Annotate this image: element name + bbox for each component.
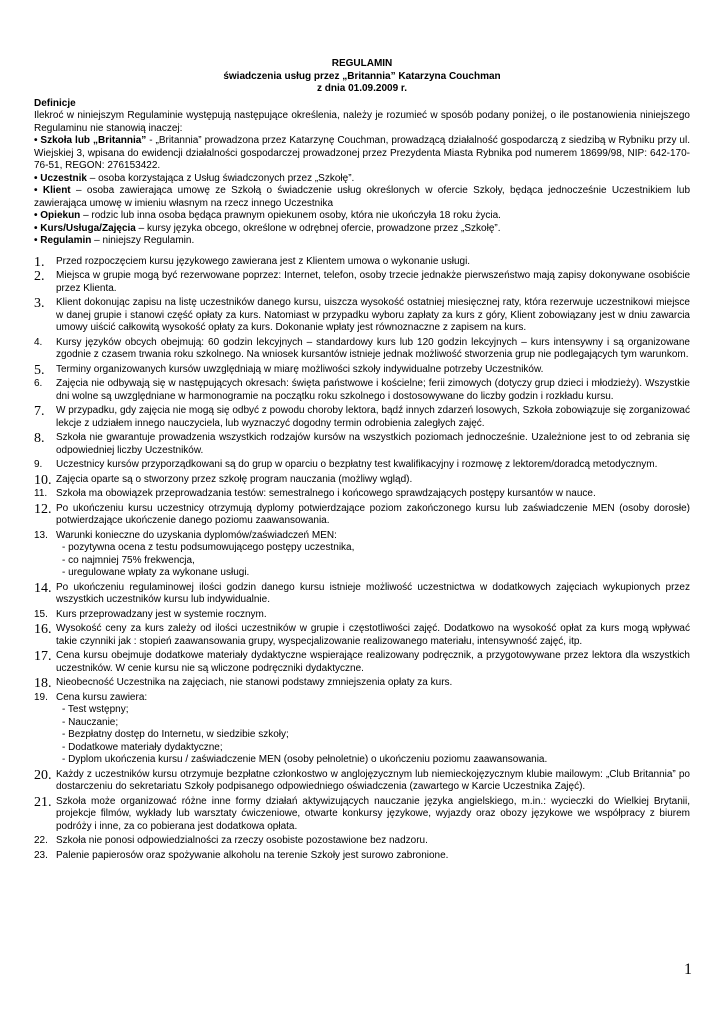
rule-text: Wysokość ceny za kurs zależy od ilości uczestników w grupie i częstotliwości zajęć. Dodatkowo na wysokość opłat za kurs mogą wpływać takie czynniki jak : stopień zaawansowania grupy, wyspecjalizowanie realizowanego materiału, intensywność zajęć, itp. (56, 623, 690, 647)
rule-number: 12. (34, 501, 52, 517)
definitions-list (34, 135, 690, 248)
rule-text: Kursy języków obcych obejmują: 60 godzin lekcyjnych – standardowy kurs lub 120 godzin lekcyjnych – kurs intensywny i są organizowane zgodnie z czasem trwania roku szkolnego. Na wniosek kursantów istnieje jednak możliwość stworzenia grup nie podlegających tym warunkom. (56, 336, 690, 360)
rule-number: 3. (34, 296, 45, 311)
rule-subitem: - pozytywna ocena z testu podsumowującego postępy uczestnika, (62, 542, 355, 553)
rule-item (34, 503, 690, 528)
document-title: REGULAMIN (331, 58, 393, 69)
definition-text: – osoba zawierająca umowę ze Szkołą o świadczenie usług określonych w ofercie Szkoły, będąca jednocześnie Uczestnikiem lub zawierająca umowę w imieniu własnym na rzecz innego Uczestnika (34, 185, 690, 209)
rule-subitem: - Nauczanie; (62, 716, 119, 728)
definition-text: – kursy języka obcego, określone w odrębnej ofercie, prowadzone przez „Szkołę”. (135, 222, 501, 234)
rule-subitem: - Bezpłatny dostęp do Internetu, w siedzibie szkoły; (62, 729, 289, 740)
rule-text: W przypadku, gdy zajęcia nie mogą się odbyć z powodu choroby lektora, bądź innych zdarzeń losowych, Szkoła zobowiązuje się zorganizować lekcje z udziałem innego nauczyciela, lub wyznaczyć dogodny termin odrobienia zaległych zajęć. (56, 405, 690, 429)
rule-item (34, 256, 690, 269)
rule-item (34, 297, 690, 335)
rule-text: Miejsca w grupie mogą być rezerwowane poprzez: Internet, telefon, osoby trzecie jednakże pierwszeństwo mają zapisy dokonywane osobiście przez Klienta. (56, 270, 690, 294)
rule-number: 8. (34, 431, 45, 446)
rule-text: Szkoła ma obowiązek przeprowadzania testów: semestralnego i końcowego sprawdzających postępy kursantów w nauce. (56, 488, 596, 499)
rule-text: Zajęcia nie odbywają się w następujących okresach: święta państwowe i kościelne; ferii zimowych (dotyczy grup dzieci i młodzieży). Wszystkie dni wolne są uwzględniane w harmonogramie na początku roku szkolnego i dostosowywane do liczby godzin i rozkładu kursu. (56, 378, 690, 402)
rule-number: 21. (34, 794, 52, 810)
rule-number: 5. (34, 362, 45, 378)
document-page (34, 58, 690, 864)
definition-term: • Regulamin (34, 235, 92, 246)
definition-item (34, 185, 690, 210)
rule-text: Po ukończeniu regulaminowej ilości godzin danego kursu istnieje możliwość uczestnictwa w dodatkowych zajęciach wykupionych przez wszystkich uczestników kursu lub indywidualnie. (56, 581, 690, 605)
rule-text: Cena kursu obejmuje dodatkowe materiały dydaktyczne wspierające realizowany podręcznik, a przygotowywane przez lektora dla wszystkich uczestników. W cenie kursu nie są wliczone podręczniki dydaktyczne. (56, 650, 690, 674)
rule-item (34, 623, 690, 648)
rule-number: 20. (34, 767, 52, 783)
rule-text: Cena kursu zawiera: (56, 691, 148, 703)
document-subtitle: świadczenia usług przez „Britannia” Katarzyna Couchman (223, 70, 501, 82)
rule-number: 15. (34, 608, 48, 620)
rule-text: Szkoła nie gwarantuje prowadzenia wszystkich rodzajów kursów na wszystkich poziomach jednocześnie. Uzależnione jest to od zebrania się odpowiedniej liczby Uczestników. (56, 432, 690, 456)
rule-text: Uczestnicy kursów przyporządkowani są do grup w oparciu o bezpłatny test kwalifikacyjny i rozmowę z lektorem/doradcą metodycznym. (56, 459, 658, 470)
rule-item (34, 769, 690, 794)
rule-item (34, 582, 690, 607)
rule-number: 13. (34, 529, 48, 541)
rule-item (34, 378, 690, 403)
rule-item (34, 337, 690, 362)
rule-item (34, 692, 690, 767)
definitions-section (34, 110, 690, 248)
rule-number: 19. (34, 691, 48, 703)
rule-item (34, 530, 690, 580)
rule-item (34, 677, 690, 690)
rule-item (34, 474, 690, 487)
definition-item (34, 223, 690, 236)
rule-text: Zajęcia oparte są o stworzony przez szkołę program nauczania (możliwy wgląd). (56, 473, 413, 485)
rule-item (34, 488, 690, 501)
rule-text: Szkoła nie ponosi odpowiedzialności za rzeczy osobiste pozostawione bez nadzoru. (56, 835, 428, 846)
rule-text: Po ukończeniu kursu uczestnicy otrzymują dyplomy potwierdzające poziom zakończonego kursu lub zaświadczenie MEN (osoby dorosłe) potwierdzające ukończenie danego poziomu zaawansowania. (56, 502, 690, 526)
rule-number: 22. (34, 835, 48, 846)
rule-number: 2. (34, 269, 45, 284)
rule-item (34, 432, 690, 457)
rule-number: 7. (34, 404, 45, 419)
rule-number: 6. (34, 378, 43, 389)
definition-text: - „Britannia” prowadzona przez Katarzynę Couchman, prowadzącą działalność gospodarczą z siedzibą w Rybniku przy ul. Wiejskiej 3, wpisana do ewidencji działalności gospodarczej prowadzonej przez Prezydenta Miasta Rybnika pod numerem 18699/98, NIP: 642-170-76-51, REGON: 276153422. (34, 135, 690, 171)
rule-item (34, 850, 690, 863)
definition-text: – rodzic lub inna osoba będąca prawnym opiekunem osoby, która nie ukończyła 18 roku życia. (80, 210, 501, 221)
definition-text: – osoba korzystająca z Usług świadczonych przez „Szkołę”. (86, 172, 355, 184)
rule-item (34, 835, 690, 848)
rule-number: 14. (34, 580, 52, 596)
rule-number: 10. (34, 472, 52, 488)
rule-item (34, 609, 690, 622)
rule-text: Przed rozpoczęciem kursu językowego zawierana jest z Klientem umowa o wykonanie usługi. (56, 255, 471, 267)
rule-item (34, 270, 690, 295)
definition-term: • Klient (34, 185, 71, 196)
rule-text: Nieobecność Uczestnika na zajęciach, nie stanowi podstawy zmniejszenia opłaty za kurs. (56, 677, 453, 688)
rule-number: 18. (34, 676, 52, 691)
rule-number: 11. (34, 488, 48, 499)
definitions-heading: Definicje (34, 97, 76, 109)
rule-subitem: - uregulowane wpłaty za wykonane usługi. (62, 567, 250, 578)
rule-subitem: - Dyplom ukończenia kursu / zaświadczenie MEN (osoby pełnoletnie) o ukończeniu poziomu zaawansowania. (62, 754, 548, 765)
rule-number: 17. (34, 649, 52, 664)
rule-subitem: - Test wstępny; (62, 704, 129, 715)
rule-text: Szkoła może organizować różne inne formy działań aktywizujących nauczanie języka angielskiego, m.in.: wycieczki do Wielkiej Brytanii, projekcje filmów, wykłady lub warsztaty ćwiczeniowe, otwarte konkursy językowe, wyjazdy oraz obozy językowe we współpracy z biurem podróży i inne, za co pobierana jest dodatkowa opłata. (56, 795, 690, 832)
definition-term: • Uczestnik (34, 172, 87, 184)
rule-item (34, 459, 690, 472)
definition-item (34, 235, 690, 248)
rule-subitem: - co najmniej 75% frekwencja, (62, 554, 195, 566)
rule-text: Klient dokonując zapisu na listę uczestników danego kursu, uiszcza wysokość ostatniej miesięcznej raty, która rezerwuje uczestnikowi miejsce w danej grupie i stanowi część opłaty za kurs. Natomiast w przypadku wyboru zapłaty za kurs z góry, Klient zobowiązany jest w dniu zawarcia umowy uiścić całkowitą wysokość opłaty za kurs. Dokonanie wpłaty jest równoznaczne z zapisem na kurs. (56, 297, 690, 333)
definition-item (34, 210, 690, 223)
definition-item (34, 173, 690, 186)
rule-subitem: - Dodatkowe materiały dydaktyczne; (62, 741, 223, 753)
definition-item (34, 135, 690, 173)
definition-term: • Kurs/Usługa/Zajęcia (34, 222, 136, 234)
document-date: z dnia 01.09.2009 r. (316, 83, 408, 94)
definition-text: – niniejszy Regulamin. (91, 235, 195, 246)
rule-text: Warunki konieczne do uzyskania dyplomów/zaświadczeń MEN: (56, 529, 337, 541)
rule-text: Palenie papierosów oraz spożywanie alkoholu na terenie Szkoły jest surowo zabronione. (56, 849, 449, 861)
rule-number: 9. (34, 459, 43, 470)
rule-item (34, 796, 690, 834)
definition-term: • Opiekun (34, 210, 81, 221)
definition-term: • Szkoła lub „Britannia” (34, 135, 147, 146)
rule-item (34, 405, 690, 430)
rules-list (34, 256, 690, 863)
rule-text: Terminy organizowanych kursów uwzględniają w miarę możliwości szkoły indywidualne potrzeby Uczestników. (56, 363, 544, 375)
rule-number: 1. (34, 254, 45, 270)
page-number: 1 (684, 961, 692, 978)
definitions-intro: Ilekroć w niniejszym Regulaminie występują następujące określenia, należy je rozumieć w sposób podany poniżej, o ile postanowienia niniejszego Regulaminu nie stanowią inaczej: (34, 110, 690, 134)
rule-number: 4. (34, 336, 43, 348)
rule-text: Każdy z uczestników kursu otrzymuje bezpłatne członkostwo w anglojęzycznym lub niemieckojęzycznym klubie mailowym: „Club Britannia” po dostarczeniu do sekretariatu Szkoły podpisanego odpowiedniego oświadczenia (zawartego w Karcie Uczestnika Zajęć). (56, 768, 690, 792)
rule-number: 16. (34, 622, 52, 637)
rule-number: 23. (34, 849, 48, 861)
rule-item (34, 650, 690, 675)
rule-text: Kurs przeprowadzany jest w systemie rocznym. (56, 608, 267, 620)
rule-item (34, 364, 690, 377)
